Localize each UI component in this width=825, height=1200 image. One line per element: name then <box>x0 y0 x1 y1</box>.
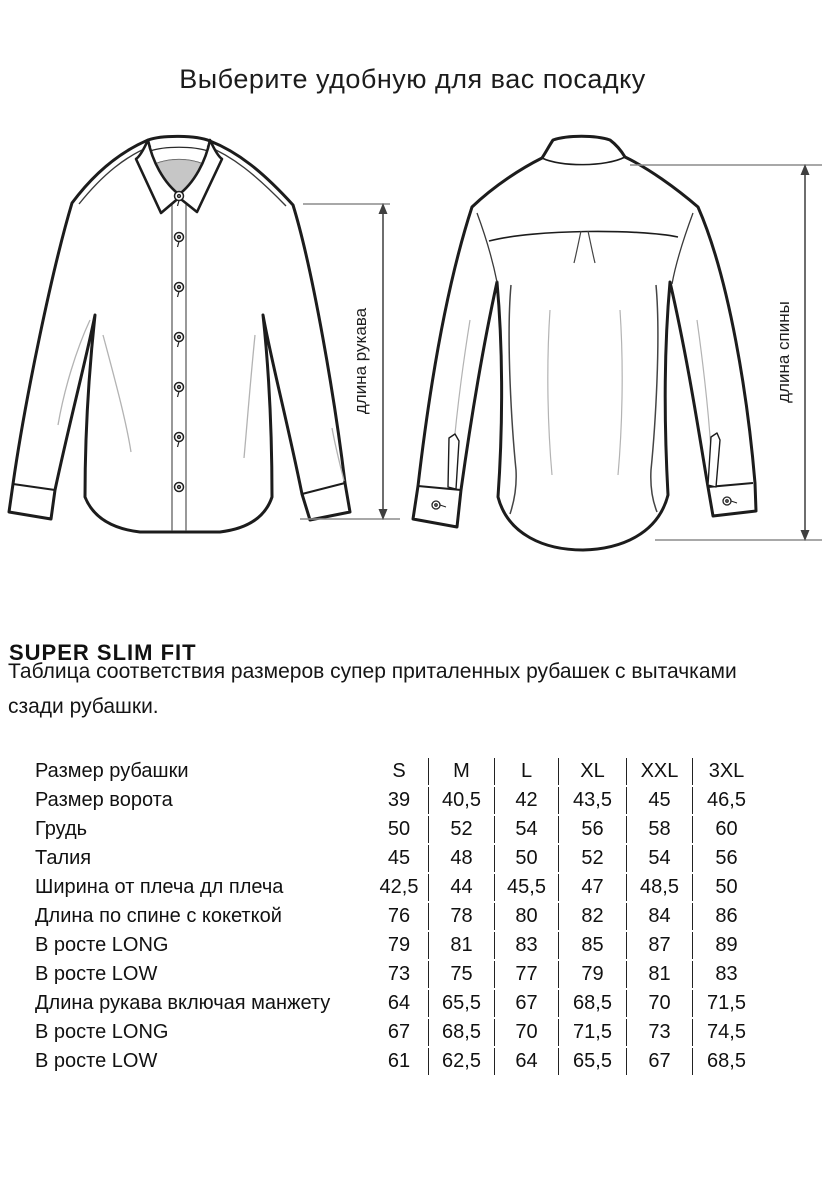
cell-value: 52 <box>558 845 626 872</box>
cell-value: XXL <box>626 758 692 785</box>
cell-value: 3XL <box>692 758 760 785</box>
cell-value: 79 <box>387 934 411 956</box>
cell-value: 58 <box>626 816 692 843</box>
cell-value: 81 <box>626 961 692 988</box>
cell-value: 65,5 <box>558 1048 626 1075</box>
cell-value: 71,5 <box>692 990 760 1017</box>
cell-value: 39 <box>387 789 411 811</box>
row-label: Длина рукава включая манжету <box>35 992 331 1014</box>
cell-value: 82 <box>558 903 626 930</box>
table-row <box>35 932 760 959</box>
shirt-front-drawing <box>9 136 350 532</box>
cell-value: 70 <box>626 990 692 1017</box>
cell-value: 89 <box>692 932 760 959</box>
cell-value: 60 <box>692 816 760 843</box>
cell-value: 56 <box>692 845 760 872</box>
cell-value: 50 <box>494 845 558 872</box>
row-label: В росте LONG <box>35 1021 169 1043</box>
cell-value: 68,5 <box>428 1019 494 1046</box>
cell-value: 68,5 <box>558 990 626 1017</box>
cell-value: 70 <box>494 1019 558 1046</box>
cell-value: 79 <box>558 961 626 988</box>
cell-value: 50 <box>692 874 760 901</box>
cell-value: 44 <box>428 874 494 901</box>
cell-value: M <box>428 758 494 785</box>
cell-value: 83 <box>494 932 558 959</box>
cell-value: 84 <box>626 903 692 930</box>
table-row <box>35 758 760 785</box>
cell-value: 73 <box>387 963 411 985</box>
table-row <box>35 845 760 872</box>
table-row <box>35 990 760 1017</box>
cell-value: 45,5 <box>494 874 558 901</box>
cell-value: 45 <box>626 787 692 814</box>
cell-value: 46,5 <box>692 787 760 814</box>
cell-value: L <box>494 758 558 785</box>
cell-value: 86 <box>692 903 760 930</box>
cell-value: 87 <box>626 932 692 959</box>
cell-value: 78 <box>428 903 494 930</box>
cell-value: 42 <box>494 787 558 814</box>
cell-value: XL <box>558 758 626 785</box>
description-line: Таблица соответствия размеров супер приталенных рубашек с вытачками <box>8 660 737 683</box>
description-line: сзади рубашки. <box>8 695 159 718</box>
row-label: Длина по спине с кокеткой <box>35 905 282 927</box>
cell-value: 71,5 <box>558 1019 626 1046</box>
cell-value: 73 <box>626 1019 692 1046</box>
table-row <box>35 1048 760 1075</box>
row-label: В росте LONG <box>35 934 169 956</box>
cell-value: 40,5 <box>428 787 494 814</box>
cell-value: 61 <box>387 1050 411 1072</box>
table-row <box>35 787 760 814</box>
cell-value: 62,5 <box>428 1048 494 1075</box>
cell-value: 75 <box>428 961 494 988</box>
cell-value: 54 <box>626 845 692 872</box>
cell-value: 54 <box>494 816 558 843</box>
row-label: В росте LOW <box>35 1050 158 1072</box>
cell-value: 83 <box>692 961 760 988</box>
size-table-body <box>35 758 760 1075</box>
cell-value: 48,5 <box>626 874 692 901</box>
cell-value: 85 <box>558 932 626 959</box>
table-row <box>35 903 760 930</box>
description <box>8 654 737 724</box>
row-label: Размер ворота <box>35 789 173 811</box>
row-label: Грудь <box>35 818 88 840</box>
cell-value: 81 <box>428 932 494 959</box>
row-label: В росте LOW <box>35 963 158 985</box>
row-label: Ширина от плеча дл плеча <box>35 876 284 898</box>
cell-value: 67 <box>387 1021 411 1043</box>
cell-value: 50 <box>387 818 411 840</box>
fit-heading: SUPER SLIM FIT <box>9 640 197 666</box>
cell-value: S <box>392 760 406 782</box>
table-row <box>35 874 760 901</box>
back-length-label: длина спины <box>774 301 793 403</box>
row-label: Размер рубашки <box>35 760 189 782</box>
cell-value: 65,5 <box>428 990 494 1017</box>
cell-value: 56 <box>558 816 626 843</box>
page-title: Выберите удобную для вас посадку <box>179 64 646 95</box>
cell-value: 80 <box>494 903 558 930</box>
cell-value: 52 <box>428 816 494 843</box>
row-label: Талия <box>35 847 92 869</box>
cell-value: 67 <box>626 1048 692 1075</box>
cell-value: 45 <box>387 847 411 869</box>
table-row <box>35 961 760 988</box>
sleeve-length-label: длина рукава <box>351 307 370 415</box>
cell-value: 77 <box>494 961 558 988</box>
cell-value: 42,5 <box>379 876 419 898</box>
size-table <box>35 756 760 1077</box>
cell-value: 67 <box>494 990 558 1017</box>
cell-value: 43,5 <box>558 787 626 814</box>
cell-value: 47 <box>558 874 626 901</box>
cell-value: 76 <box>387 905 411 927</box>
cell-value: 64 <box>387 992 411 1014</box>
table-row <box>35 1019 760 1046</box>
cell-value: 74,5 <box>692 1019 760 1046</box>
cell-value: 48 <box>428 845 494 872</box>
table-row <box>35 816 760 843</box>
cell-value: 68,5 <box>692 1048 760 1075</box>
cell-value: 64 <box>494 1048 558 1075</box>
shirt-back-drawing <box>413 136 756 550</box>
